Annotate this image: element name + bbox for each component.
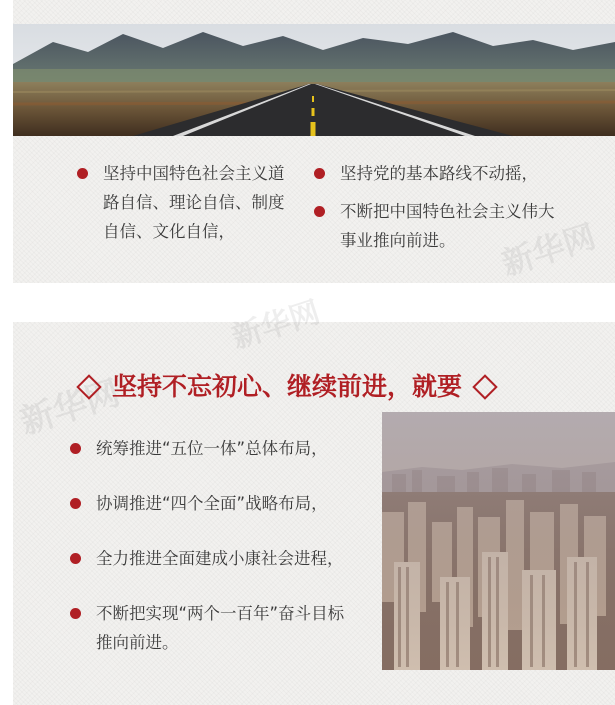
list-item: 不断把中国特色社会主义伟大事业推向前进。 [314, 197, 564, 255]
bullet-icon [70, 553, 81, 564]
list-item: 统筹推进“五位一体”总体布局， [70, 434, 370, 463]
bullet-icon [70, 608, 81, 619]
bullet-icon [314, 206, 325, 217]
principles-list-left [77, 159, 292, 246]
city-skyline-image [382, 412, 615, 670]
list-item: 坚持党的基本路线不动摇， [314, 159, 564, 188]
bullet-icon [70, 443, 81, 454]
list-item: 协调推进“四个全面”战略布局， [70, 489, 370, 518]
list-item: 不断把实现“两个一百年”奋斗目标推向前进。 [70, 599, 356, 657]
bullet-icon [70, 498, 81, 509]
watermark-logo: 新华网 [497, 216, 601, 283]
road-landscape-image [13, 24, 615, 136]
diamond-icon [472, 374, 497, 399]
bullet-icon [77, 168, 88, 179]
bullet-icon [314, 168, 325, 179]
watermark-logo: 新华网 [15, 373, 125, 443]
principles-list-right [314, 159, 564, 264]
watermark-logo: 新华网 [227, 294, 325, 356]
strategy-list [70, 434, 370, 683]
list-item: 坚持中国特色社会主义道路自信、理论自信、制度自信、文化自信， [77, 159, 292, 246]
list-item: 全力推进全面建成小康社会进程， [70, 544, 370, 573]
section-title: 坚持不忘初心、继续前进，就要 [72, 366, 562, 408]
diamond-icon [76, 374, 101, 399]
